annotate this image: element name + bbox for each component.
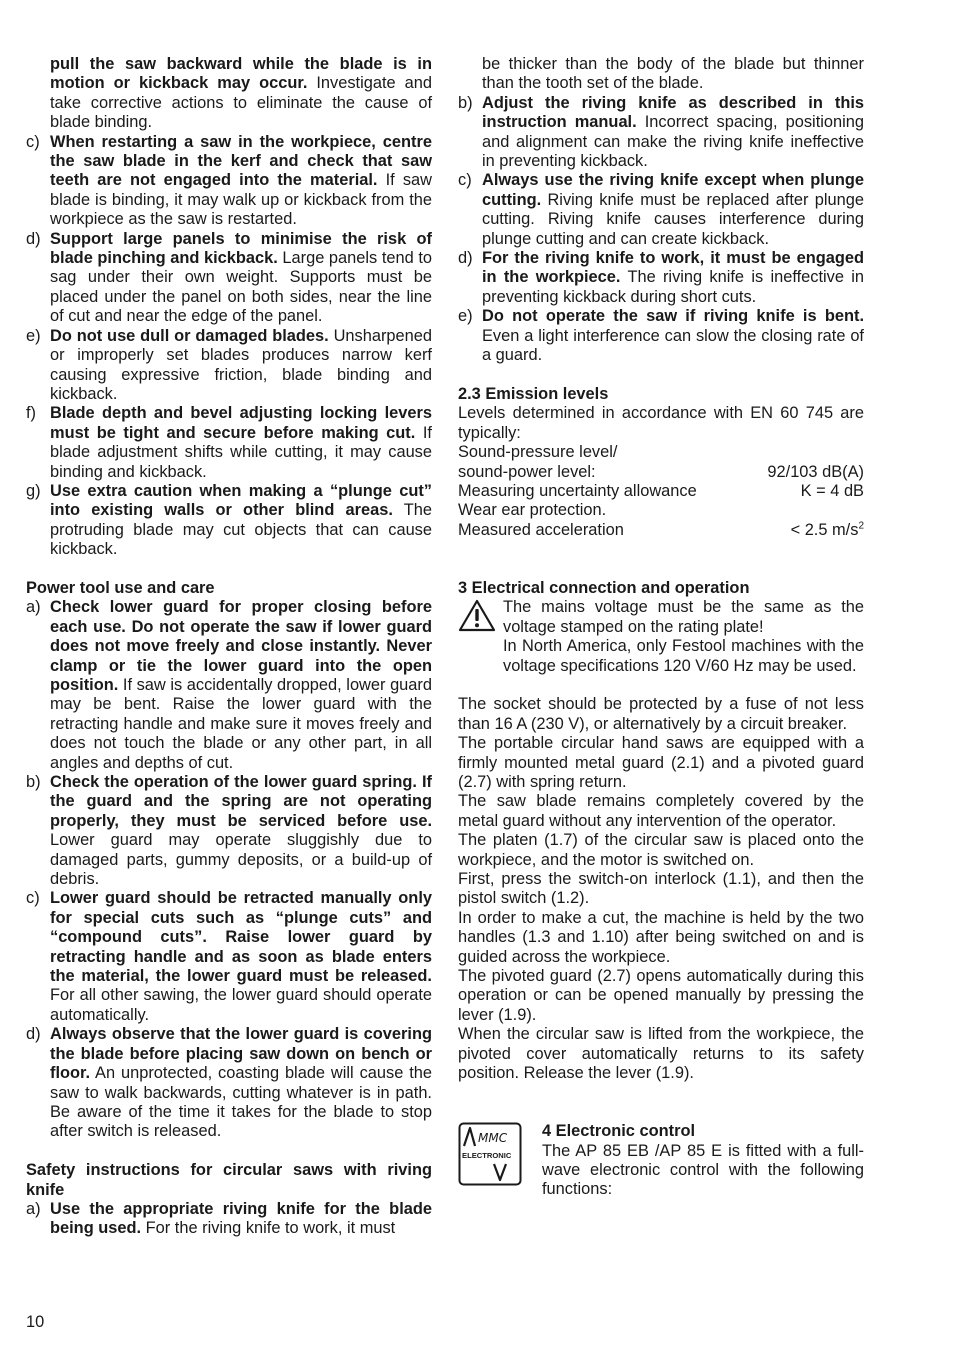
body-paragraph: When the circular saw is lifted from the workpiece, the pivoted cover automatically returns to its safety position. Release the lever (1.9). [458, 1025, 864, 1083]
list-item: d) For the riving knife to work, it must be engaged in the workpiece. The riving knife is ineffective in preventing kickback during short cuts. [458, 249, 865, 306]
section-heading: 4 Electronic control [542, 1122, 696, 1141]
section-heading: 2.3 Emission levels [458, 384, 609, 403]
continued-paragraph: pull the saw backward while the blade is in motion or kickback may occur. Investigate and take corrective actions to eliminate the cause of blade binding. [50, 55, 432, 132]
emission-section [458, 385, 864, 540]
acceleration-row: Measured acceleration < 2.5 $m/s^2$ [458, 520, 864, 539]
emission-intro: Levels determined in accordance with EN 60 745 are typically: [458, 404, 864, 442]
list-item: c) Always use the riving knife except when plunge cutting. Riving knife must be replaced after plunge cutting. Riving knife causes interference during plunge cutting and can create kickback. [458, 171, 864, 248]
sound-value: 92/103 dB(A) [767, 462, 864, 481]
list-power-tool [26, 598, 432, 1141]
acceleration-value: < 2.5 $m/s^2$ [790, 520, 864, 539]
warning-text: The mains voltage must be the same as the voltage stamped on the rating plate! [503, 598, 864, 636]
body-paragraph: The AP 85 EB /AP 85 E is fitted with a full-wave electronic control with the following functions: [542, 1141, 864, 1199]
continued-paragraph: be thicker than the body of the blade but thinner than the tooth set of the blade. [482, 55, 864, 93]
list-item: e) Do not use dull or damaged blades. Unsharpened or improperly set blades produces narrow kerf causing expressive friction, blade binding and kickback. [26, 326, 432, 403]
section-heading: Safety instructions for circular saws with riving knife [26, 1161, 432, 1199]
list-item: c) Lower guard should be retracted manually only for special cuts such as “plunge cuts” and “compound cuts”. Raise lower guard by retracting handle and as soon as blade enters the material, the lower guard must be released. For all other sawing, the lower guard should operate automatically. [26, 889, 432, 1024]
list-item: b) Adjust the riving knife as described in this instruction manual. Incorrect spacing, positioning and alignment can make the riving knife ineffective in preventing kickback. [458, 93, 864, 171]
sound-label: Sound-pressure level/ [458, 443, 618, 462]
list-item: g) Use extra caution when making a “plunge cut” into existing walls or other blind areas. The protruding blade may cut objects that can cause kickback. [26, 481, 432, 559]
ear-protection-note: Wear ear protection. [458, 501, 607, 520]
section-heading: Power tool use and care [26, 578, 215, 597]
body-paragraph: First, press the switch-on interlock (1.1), and then the pistol switch (1.2). [458, 870, 864, 908]
left-column [26, 55, 432, 1239]
list-item: e) Do not operate the saw if riving knife is bent. Even a light interference can slow the closing rate of a guard. [458, 307, 864, 365]
list-item: f) Blade depth and bevel adjusting locking levers must be tight and secure before making cut. If blade adjustment shifts while cutting, it may cause binding and kickback. [26, 404, 432, 481]
svg-text:MMC: MMC [478, 1131, 508, 1146]
section-heading: 3 Electrical connection and operation [458, 578, 750, 597]
sound-row: sound-power level: 92/103 dB(A) [458, 462, 864, 481]
list-kickback [26, 133, 432, 560]
electrical-section [458, 579, 864, 1084]
list-item: d) Always observe that the lower guard is covering the blade before placing saw down on bench or floor. An unprotected, coasting blade will cause the saw to walk backwards, cutting whatever is in path. Be aware of the time it takes for the blade to stop after switch is released. [26, 1025, 432, 1141]
list-item: a) Check lower guard for proper closing before each use. Do not operate the saw if lower guard does not move freely and close instantly. Never clamp or tie the lower guard into the open position. If saw is accidentally dropped, lower guard may be bent. Raise the lower guard with the retracting handle and make sure it moves freely and does not touch the blade or any other part, in all angles and depths of cut. [26, 598, 432, 772]
body-paragraph: The socket should be protected by a fuse of not less than 16 A (230 V), or alternatively by a circuit breaker. [458, 695, 864, 733]
list-riving-knife [26, 1200, 432, 1239]
list-item: b) Check the operation of the lower guard spring. If the guard and the spring are not operating properly, they must be serviced before use. Lower guard may operate sluggishly due to damaged parts, gummy deposits, or a build-up of debris. [26, 773, 432, 889]
list-item: c) When restarting a saw in the workpiece, centre the saw blade in the kerf and check that saw teeth are not engaged into the material. If saw blade is binding, it may walk up or kickback from the workpiece as the saw is restarted. [26, 132, 432, 229]
warning-block [458, 598, 864, 676]
body-paragraph: The platen (1.7) of the circular saw is placed onto the workpiece, and the motor is switched on. [458, 831, 864, 869]
warning-text: In North America, only Festool machines with the voltage specifications 120 V/60 Hz may be used. [503, 637, 864, 675]
body-paragraph: The portable circular hand saws are equipped with a firmly mounted metal guard (2.1) and a pivoted guard (2.7) with spring return. [458, 734, 864, 791]
warning-icon [458, 598, 503, 676]
list-riving-knife-cont [458, 94, 864, 366]
page-number: 10 [26, 1313, 45, 1331]
list-item: a) Use the appropriate riving knife for the blade being used. For the riving knife to work, it must [26, 1199, 432, 1238]
uncertainty-row: Measuring uncertainty allowance K = 4 dB [458, 481, 864, 500]
uncertainty-value: K = 4 dB [800, 481, 864, 500]
right-column [458, 55, 864, 1200]
electronic-control-icon [458, 1122, 542, 1200]
list-item: d) Support large panels to minimise the risk of blade pinching and kickback. Large panels tend to sag under their own weight. Supports must be placed under the panel on both sides, near the line of cut and near the edge of the panel. [26, 229, 432, 326]
svg-text:ELECTRONIC: ELECTRONIC [462, 1151, 512, 1161]
body-paragraph: In order to make a cut, the machine is held by the two handles (1.3 and 1.10) after being switched on and is guided across the workpiece. [458, 908, 864, 966]
body-paragraph: The pivoted guard (2.7) opens automatically during this operation or can be opened manually by pressing the lever (1.9). [458, 967, 864, 1024]
body-paragraph: The saw blade remains completely covered by the metal guard without any intervention of the operator. [458, 792, 864, 830]
electronic-section [458, 1122, 864, 1200]
